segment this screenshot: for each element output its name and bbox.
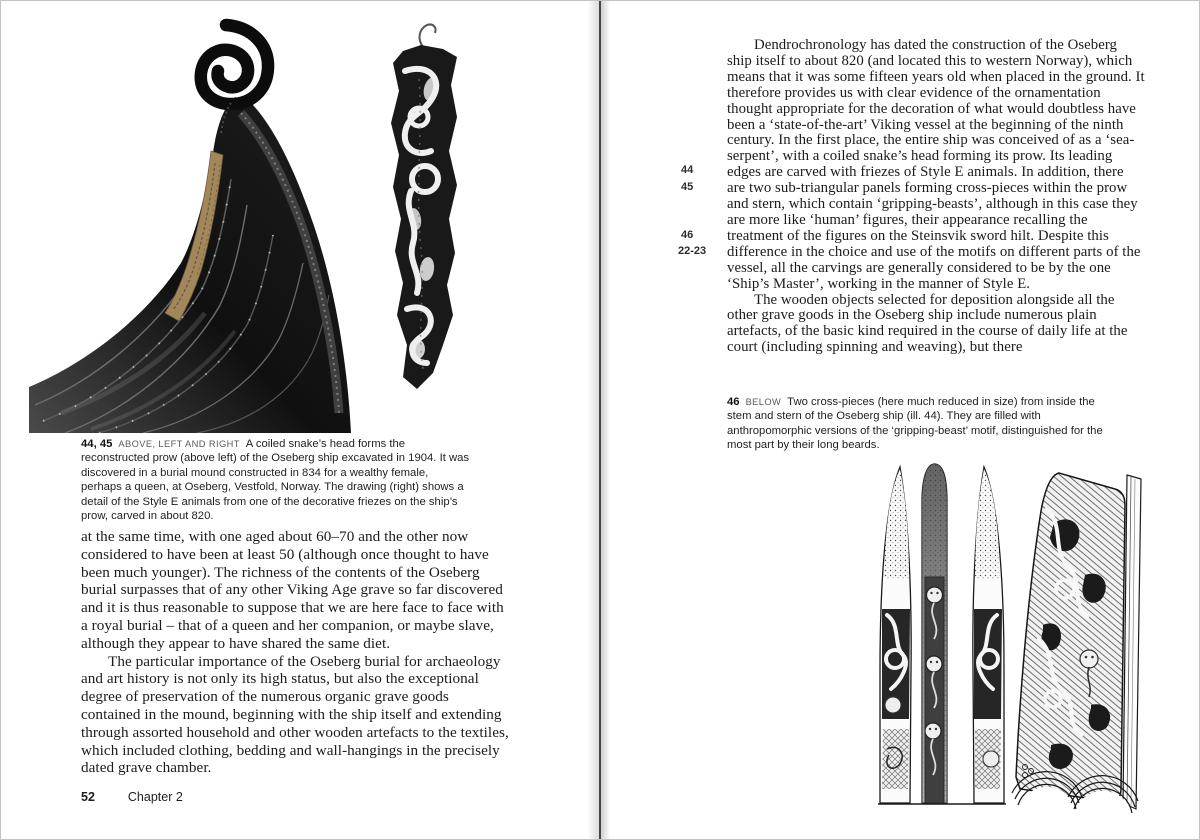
caption-right-ref: 46: [727, 396, 740, 408]
right-body-paragraph-1: Dendrochronology has dated the construction of the Oseberg ship itself to about 820 (and located this to western Norway), which means that it was some fifteen years old when placed in the ground. It therefore provides us with clear evidence of the ornamentation thought appropriate for the decoration of what would doubtless have been a ‘state-of-the-art’ Viking vessel at the beginning of the ninth century. In the first place, the entire ship was conceived of as a ‘sea-serpent’, with a coiled snake’s head forming its prow. Its leading edges are carved with friezes of Style E animals. In addition, there are two sub-triangular panels forming cross-pieces within the prow and stern, which contain ‘gripping-beasts’, although in this case they are more like ‘human’ figures, their appearance recalling the treatment of the figures on the Steinsvik sword hilt. Despite this difference in the choice and use of the motifs on different parts of the vessel, all the carvings are generally considered to be by the one ‘Ship’s Master’, working in the manner of Style E.: [727, 37, 1145, 292]
page-right: [602, 1, 1200, 840]
margin-ref-46: 46: [681, 229, 694, 241]
left-page-body-text: [81, 528, 511, 777]
page-number: 52: [81, 790, 95, 804]
margin-ref-45: 45: [681, 181, 694, 193]
left-body-paragraph-1: at the same time, with one aged about 60–70 and the other now considered to have been at least 50 (although once thought to have been much younger). The richness of the contents of the Oseberg burial surpasses that of any other Viking Age grave so far discovered and it is thus reasonable to suppose that we are here face to face with a royal burial – that of a queen and her companion, or maybe slave, although they appear to have shared the same diet.: [81, 528, 504, 652]
left-body-paragraph-2: The particular importance of the Oseberg burial for archaeology and art history is not only its high status, but also the exceptional degree of preservation of the numerous organic grave goods contained in the mound, beginning with the ship itself and extending through assorted household and other wooden artefacts to the textiles, which included clothing, bedding and wall-hangings in the precisely dated grave chamber.: [81, 652, 509, 777]
right-page-body-text: [727, 38, 1145, 356]
margin-ref-22-23: 22-23: [678, 245, 707, 257]
gripping-beast-cross-pieces-drawing: [679, 459, 1159, 827]
right-body-paragraph-2: The wooden objects selected for deposition alongside all the other grave goods in the Oseberg ship include numerous plain artefacts, of the basic kind required in the course of daily life at the court (including spinning and weaving), but there: [727, 291, 1128, 356]
caption-right: [727, 395, 1105, 453]
caption-right-position-label: BELOW: [745, 397, 782, 407]
caption-left-text: A coiled snake’s head forms the reconstructed prow (above left) of the Oseberg ship excavated in 1904. It was discovered in a burial mound constructed in 834 for a wealthy female, perhaps a queen, at Oseberg, Vestfold, Norway. The drawing (right) shows a detail of the Style E animals from one of the decorative friezes on the ship’s prow, carved in about 820.: [81, 438, 470, 523]
gutter-shadow-left: [587, 1, 599, 840]
style-e-frieze-drawing: [373, 19, 468, 399]
chapter-label: Chapter 2: [127, 790, 183, 804]
caption-right-text: Two cross-pieces (here much reduced in size) from inside the stem and stern of the Oseberg ship (ill. 44). They are filled with anthropomorphic versions of the ‘gripping-beast’ motif, distinguished for the most part by their long beards.: [727, 396, 1103, 452]
page-left: [1, 1, 599, 840]
caption-left-position-label: ABOVE, LEFT AND RIGHT: [118, 439, 240, 449]
margin-ref-44: 44: [681, 164, 694, 176]
caption-left: [81, 437, 471, 523]
caption-left-refs: 44, 45: [81, 438, 113, 450]
oseberg-prow-photo: [21, 13, 366, 433]
left-page-footer: [81, 790, 183, 804]
